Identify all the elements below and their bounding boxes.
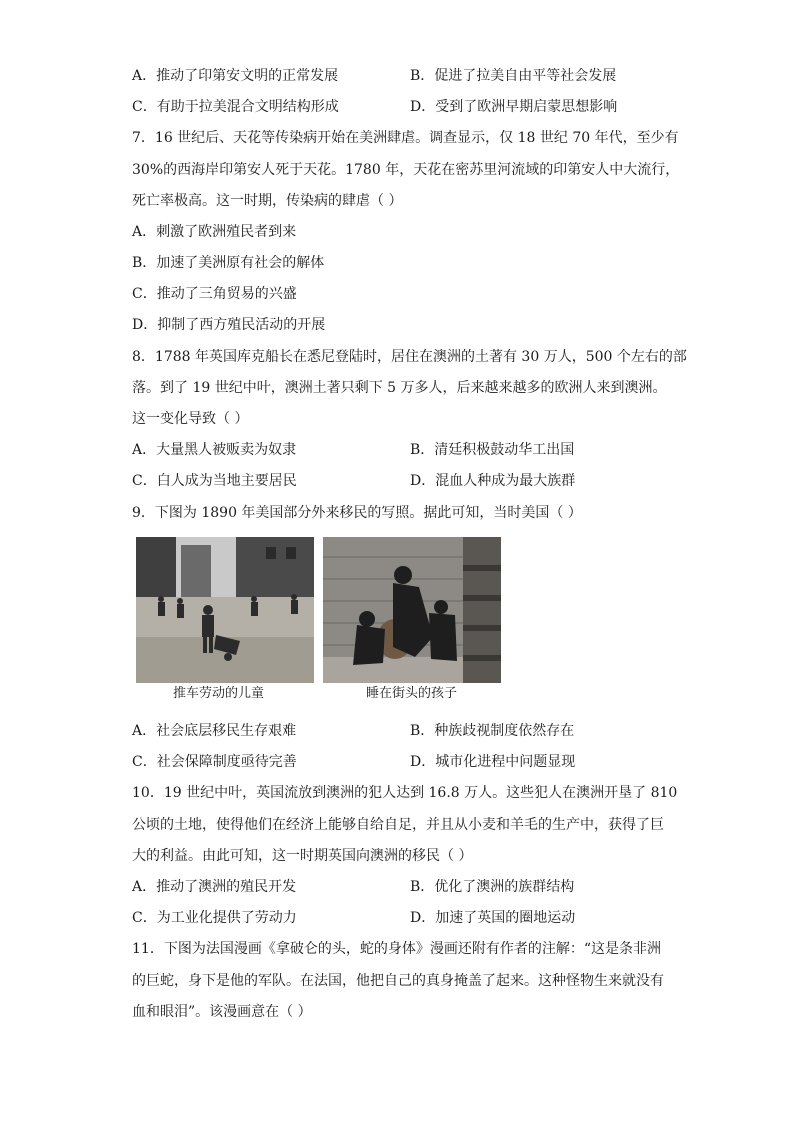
- q6-option-c: C．有助于拉美混合文明结构形成: [132, 99, 339, 115]
- q7-option-d: D．抑制了西方殖民活动的开展: [132, 317, 326, 333]
- q9-option-a: A．社会底层移民生存艰难: [132, 723, 297, 739]
- q11-stem-line2: 的巨蛇，身下是他的军队。在法国，他把自己的真身掩盖了起来。这种怪物生来就没有: [132, 973, 664, 989]
- q10-stem-line1: 10．19 世纪中叶，英国流放到澳洲的犯人达到 16.8 万人。这些犯人在澳洲开垦了 810: [132, 785, 678, 801]
- q7-stem-line3: 死亡率极高。这一时期，传染病的肆虐（ ）: [132, 193, 403, 209]
- q8-option-d: D．混血人种成为最大族群: [410, 473, 576, 489]
- photo-children-sleeping-street: [323, 537, 501, 683]
- q10-stem-line2: 公顷的土地，使得他们在经济上能够自给自足，并且从小麦和羊毛的生产中，获得了巨: [132, 817, 664, 833]
- caption-right-photo: 睡在街头的孩子: [366, 686, 458, 701]
- caption-left-photo: 推车劳动的儿童: [173, 686, 265, 701]
- q10-option-a: A．推动了澳洲的殖民开发: [132, 879, 297, 895]
- q8-option-a: A．大量黑人被贩卖为奴隶: [132, 442, 297, 458]
- q10-option-c: C．为工业化提供了劳动力: [132, 910, 297, 926]
- q9-option-c: C．社会保障制度亟待完善: [132, 754, 297, 770]
- q8-stem-line2: 落。到了 19 世纪中叶，澳洲土著只剩下 5 万多人，后来越来越多的欧洲人来到澳洲。: [132, 380, 667, 396]
- q8-option-b: B．清廷积极鼓动华工出国: [410, 442, 575, 458]
- q10-option-d: D．加速了英国的圈地运动: [410, 910, 576, 926]
- q11-stem-line1: 11．下图为法国漫画《拿破仑的头，蛇的身体》漫画还附有作者的注解：“这是条非洲: [132, 941, 661, 957]
- q8-option-c: C．白人成为当地主要居民: [132, 473, 297, 489]
- q11-stem-line3: 血和眼泪”。该漫画意在（ ）: [132, 1004, 312, 1020]
- q7-stem-line2: 30%的西海岸印第安人死于天花。1780 年，天花在密苏里河流域的印第安人中大流行，: [132, 162, 680, 178]
- q7-option-b: B．加速了美洲原有社会的解体: [132, 255, 325, 271]
- q9-option-d: D．城市化进程中问题显现: [410, 754, 576, 770]
- q10-option-b: B．优化了澳洲的族群结构: [410, 879, 575, 895]
- photo-children-pushing-carts-graphic: [136, 537, 314, 683]
- q7-option-a: A．刺激了欧洲殖民者到来: [132, 224, 297, 240]
- q6-option-b: B．促进了拉美自由平等社会发展: [410, 68, 617, 84]
- q9-stem: 9．下图为 1890 年美国部分外来移民的写照。据此可知，当时美国（ ）: [132, 505, 582, 521]
- q6-option-d: D．受到了欧洲早期启蒙思想影响: [410, 99, 618, 115]
- photo-children-pushing-carts: [136, 537, 314, 683]
- q9-option-b: B．种族歧视制度依然存在: [410, 723, 575, 739]
- q6-option-a: A．推动了印第安文明的正常发展: [132, 68, 339, 84]
- q7-option-c: C．推动了三角贸易的兴盛: [132, 286, 297, 302]
- q8-stem-line3: 这一变化导致（ ）: [132, 411, 249, 427]
- q8-stem-line1: 8．1788 年英国库克船长在悉尼登陆时，居住在澳洲的土著有 30 万人，500 个左右的部: [132, 349, 687, 365]
- q10-stem-line3: 大的利益。由此可知，这一时期英国向澳洲的移民（ ）: [132, 848, 473, 864]
- q7-stem-line1: 7．16 世纪后、天花等传染病开始在美洲肆虐。调查显示，仅 18 世纪 70 年代，至少有: [132, 130, 679, 146]
- photo-children-sleeping-street-graphic: [323, 537, 501, 683]
